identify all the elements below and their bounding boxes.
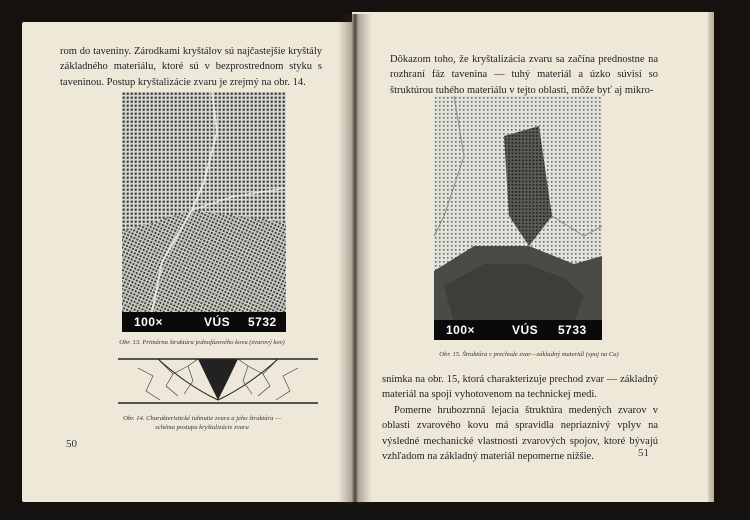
- right-page-edge: [708, 12, 714, 502]
- figure-14-weld-diagram: [118, 356, 318, 406]
- right-page-number: 51: [638, 447, 649, 459]
- figure-15-pattern: [434, 96, 602, 340]
- left-page-number: 50: [66, 438, 77, 450]
- figure-13-magnification: 100×: [134, 315, 164, 329]
- figure-14-schematic: [118, 356, 318, 406]
- figure-13-micrograph: [122, 92, 286, 332]
- figure-13-lab-mark: VÚS: [204, 315, 231, 329]
- figure-15-caption: Obr. 15. Štruktúra v prechode zvar—základný materiál (spoj na Cu): [439, 351, 619, 358]
- figure-15-micrograph: [434, 96, 602, 340]
- left-page: [22, 22, 352, 502]
- left-paragraph: rom do taveniny. Zárodkami kryštálov sú najčastejšie kryštály základného materiálu, ktoré sú v bezprostrednom styku s taveninou. Postup kryštalizácie zvaru je zrejmý na obr. 14.: [60, 46, 322, 88]
- figure-13-number: 5732: [248, 315, 277, 329]
- figure-14-caption-line1: Obr. 14. Charakteristické tuhnutie zvaru a jeho štruktúra —: [123, 415, 281, 422]
- figure-15-magnification: 100×: [446, 323, 476, 337]
- figure-13-caption: Obr. 13. Primárna štruktúra jednofázového kovu (zvarový kov): [119, 339, 285, 346]
- figure-13-pattern: [122, 92, 286, 332]
- right-paragraph-top: Dôkazom toho, že kryštalizácia zvaru sa začína prednostne na rozhraní fáz tavenina — tuhý materiál a úzko súvisí so štruktúrou tuhého materiálu v tejto oblasti, môže byť aj mikro-: [390, 54, 658, 96]
- figure-14-caption-line2: schéma postupu kryštalizácie zvaru: [155, 424, 249, 431]
- right-page: [352, 12, 714, 502]
- right-paragraph-1: snímka na obr. 15, ktorá charakterizuje prechod zvar — základný materiál na spoji vyhotovenom na technickej medi.: [382, 374, 658, 401]
- figure-15-number: 5733: [558, 323, 587, 337]
- right-paragraph-2: Pomerne hrubozrnná lejacia štruktúra medených zvarov v oblasti zvarového kovu má spravidla nepriaznivý vplyv na výsledné mechanické vlastnosti zvarových spojov, ktoré bývajú vzhľadom na základný materiál nepomerne nižšie.: [382, 405, 658, 462]
- figure-15-lab-mark: VÚS: [512, 323, 539, 337]
